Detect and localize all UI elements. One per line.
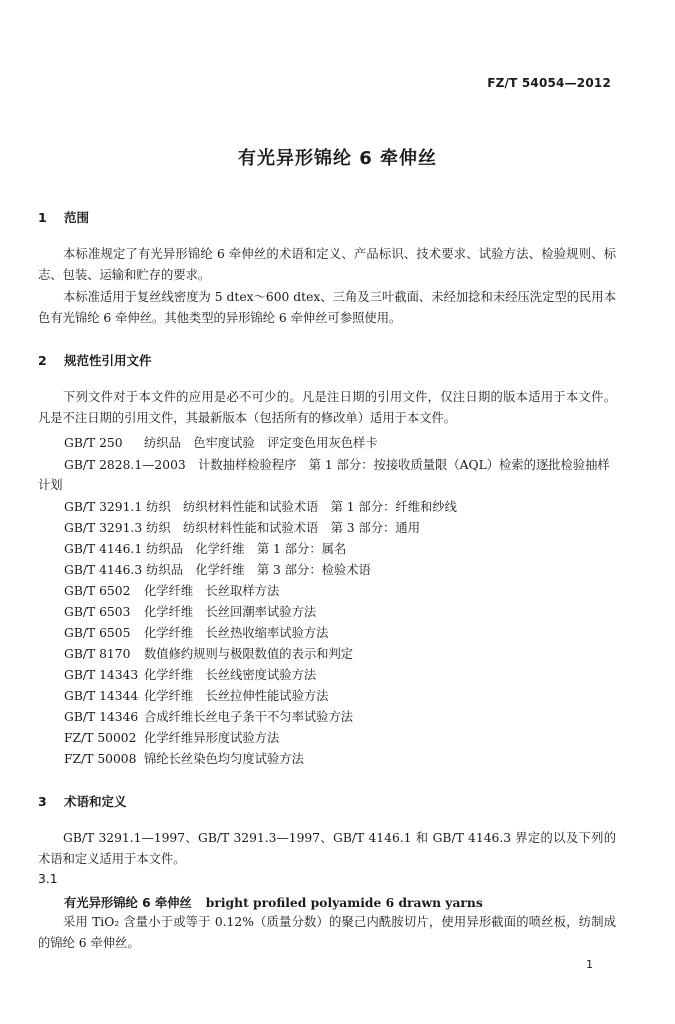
section-1-title: 范围 (64, 210, 90, 225)
reference-item (64, 518, 420, 536)
section-2-heading (38, 351, 152, 369)
reference-item (38, 455, 616, 495)
reference-title: 数值修约规则与极限数值的表示和判定 (144, 647, 354, 661)
reference-title: 化学纤维 长丝回潮率试验方法 (144, 605, 317, 619)
page-number: 1 (586, 958, 593, 971)
reference-code: GB/T 4146.3 (64, 563, 143, 577)
reference-item (64, 602, 316, 620)
reference-item (64, 749, 304, 767)
section-2-title: 规范性引用文件 (64, 353, 152, 368)
reference-code: GB/T 6503 (64, 605, 131, 619)
reference-item (64, 644, 353, 662)
term-definition: 采用 TiO₂ 含量小于或等于 0.12%（质量分数）的聚己内酰胺切片，使用异形截面的喷丝板，纺制成的锦纶 6 牵伸丝。 (38, 915, 616, 950)
reference-title: 纺织 纺织材料性能和试验术语 第 3 部分：通用 (146, 521, 421, 535)
reference-code: GB/T 8170 (64, 647, 131, 661)
document-title: 有光异形锦纶 6 牵伸丝 (237, 148, 438, 169)
reference-title: 合成纤维长丝电子条干不匀率试验方法 (144, 710, 354, 724)
reference-title: 纺织 纺织材料性能和试验术语 第 1 部分：纤维和纱线 (146, 500, 457, 514)
section-1-number: 1 (38, 210, 47, 225)
reference-title: 纺织品 化学纤维 第 3 部分：检验术语 (146, 563, 371, 577)
section-2-number: 2 (38, 353, 47, 368)
section-1-paragraph-2: 本标准适用于复丝线密度为 5 dtex～600 dtex、三角及三叶截面、未经加捻和未经压洗定型的民用本色有光锦纶 6 牵伸丝。其他类型的异形锦纶 6 牵伸丝可参照使用。 (38, 290, 616, 325)
section-3-title: 术语和定义 (64, 794, 127, 809)
reference-item (64, 539, 346, 557)
section-1-heading (38, 208, 89, 226)
section-3-number: 3 (38, 794, 47, 809)
term-english: bright profiled polyamide 6 drawn yarns (205, 895, 483, 910)
section-1-paragraph-1: 本标准规定了有光异形锦纶 6 牵伸丝的术语和定义、产品标识、技术要求、试验方法、检验规则、标志、包装、运输和贮存的要求。 (38, 247, 616, 282)
reference-item (64, 497, 457, 515)
reference-title: 化学纤维 长丝拉伸性能试验方法 (144, 689, 329, 703)
reference-item (64, 665, 316, 683)
subsection-number: 3.1 (38, 872, 58, 886)
term-entry (64, 893, 483, 911)
reference-title: 化学纤维异形度试验方法 (144, 731, 280, 745)
reference-item (64, 560, 371, 578)
reference-code: GB/T 6505 (64, 626, 131, 640)
reference-code: GB/T 6502 (64, 584, 131, 598)
reference-code: GB/T 250 (64, 436, 123, 450)
reference-title: 化学纤维 长丝热收缩率试验方法 (144, 626, 329, 640)
reference-code: GB/T 2828.1—2003 (64, 458, 186, 472)
reference-item (64, 581, 279, 599)
section-3-intro: GB/T 3291.1—1997、GB/T 3291.3—1997、GB/T 4146.1 和 GB/T 4146.3 界定的以及下列的术语和定义适用于本文件。 (38, 831, 616, 866)
reference-title: 计数抽样检验程序 第 1 部分：按接收质量限（AQL）检索的逐批检验抽样计划 (38, 458, 610, 492)
reference-title: 化学纤维 长丝线密度试验方法 (144, 668, 317, 682)
reference-code: FZ/T 50002 (64, 731, 137, 745)
section-3-heading (38, 792, 127, 810)
reference-code: GB/T 3291.1 (64, 500, 143, 514)
reference-item (64, 707, 353, 725)
reference-item (64, 623, 328, 641)
standard-code: FZ/T 54054—2012 (487, 76, 611, 90)
section-2-intro: 下列文件对于本文件的应用是必不可少的。凡是注日期的引用文件，仅注日期的版本适用于本文件。凡是不注日期的引用文件，其最新版本（包括所有的修改单）适用于本文件。 (38, 390, 616, 425)
reference-code: GB/T 3291.3 (64, 521, 143, 535)
reference-code: GB/T 14346 (64, 710, 139, 724)
reference-code: GB/T 14344 (64, 689, 139, 703)
reference-code: FZ/T 50008 (64, 752, 137, 766)
term-chinese: 有光异形锦纶 6 牵伸丝 (64, 896, 192, 910)
reference-code: GB/T 4146.1 (64, 542, 143, 556)
reference-item (64, 686, 328, 704)
reference-title: 锦纶长丝染色均匀度试验方法 (144, 752, 304, 766)
reference-code: GB/T 14343 (64, 668, 139, 682)
reference-item (64, 728, 279, 746)
reference-item (64, 433, 378, 451)
reference-title: 纺织品 化学纤维 第 1 部分：属名 (146, 542, 347, 556)
reference-title: 化学纤维 长丝取样方法 (144, 584, 280, 598)
reference-title: 纺织品 色牢度试验 评定变色用灰色样卡 (144, 436, 378, 450)
